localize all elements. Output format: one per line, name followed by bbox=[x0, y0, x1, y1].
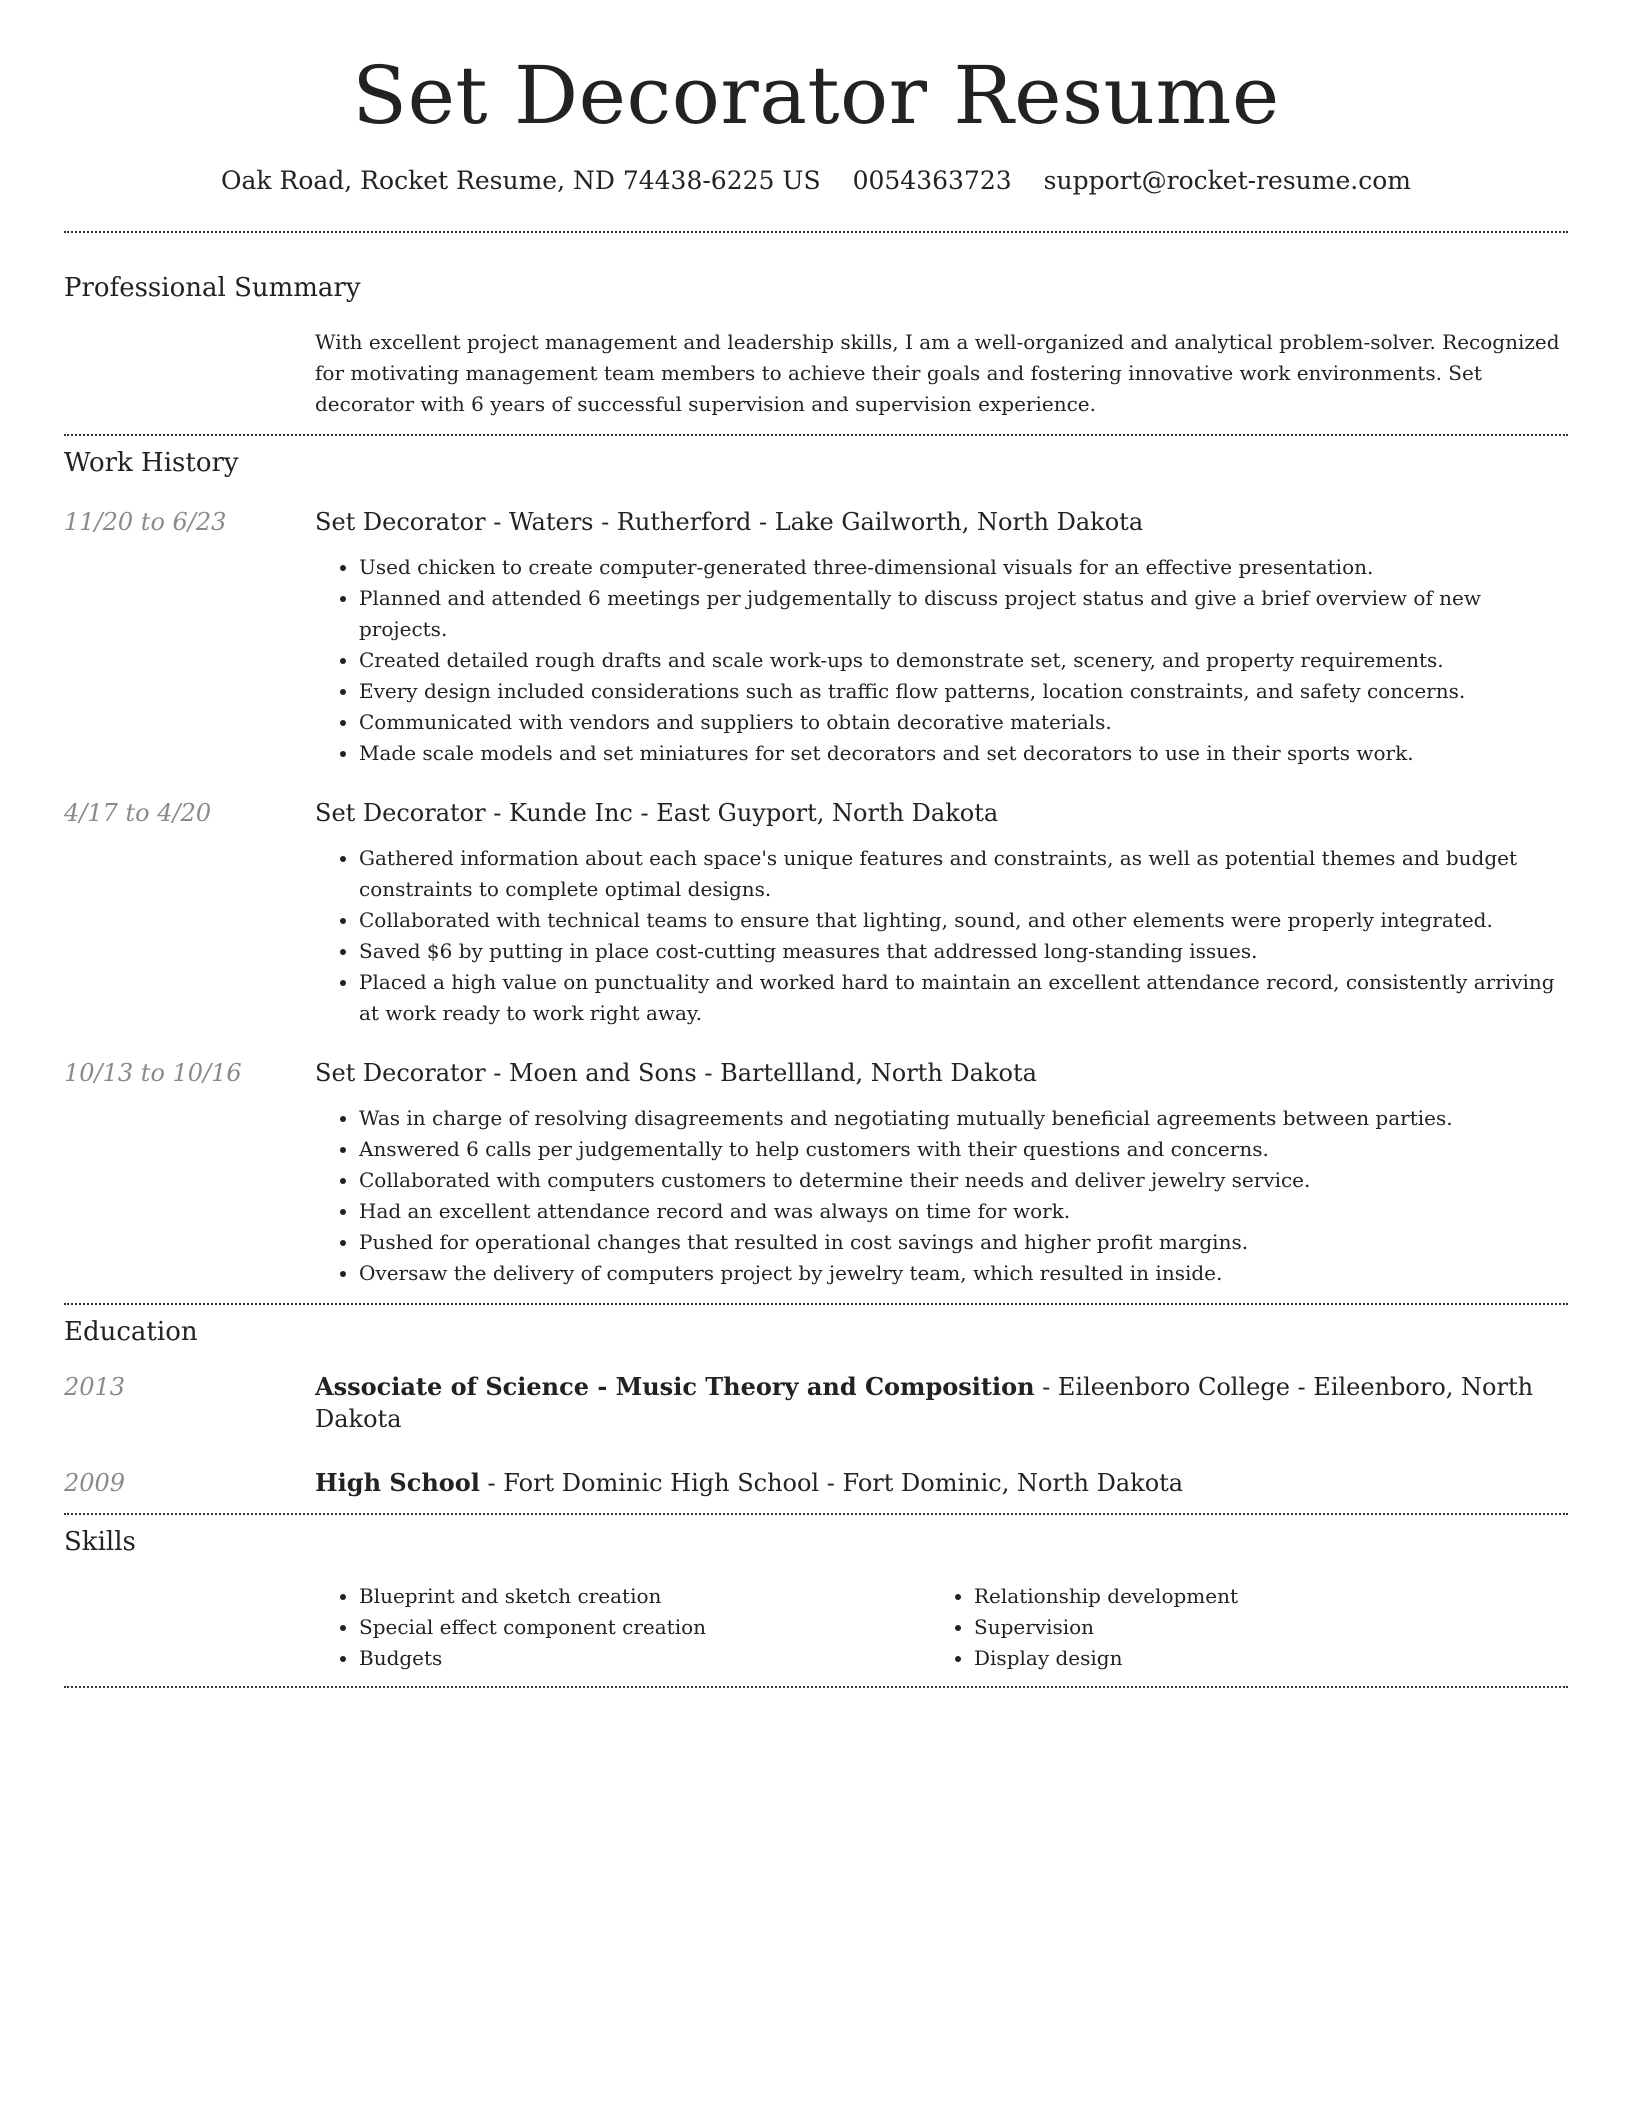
job-bullet: • Every design included considerations such as traffic flow patterns, location constraints, and safety concerns. bbox=[359, 676, 1568, 707]
job-bullet: • Was in charge of resolving disagreements and negotiating mutually beneficial agreements between parties. bbox=[359, 1103, 1568, 1134]
job-bullet: • Answered 6 calls per judgementally to help customers with their questions and concerns. bbox=[359, 1134, 1568, 1165]
job-entry bbox=[64, 506, 1568, 769]
education-heading: Education bbox=[64, 1317, 198, 1347]
skill-item: • Budgets bbox=[359, 1643, 930, 1674]
divider bbox=[64, 1686, 1568, 1688]
job-bullets bbox=[315, 552, 1568, 769]
job-bullet: • Communicated with vendors and suppliers to obtain decorative materials. bbox=[359, 707, 1568, 738]
resume-header bbox=[64, 0, 1568, 195]
education-section bbox=[64, 1305, 1568, 1513]
job-title: Set Decorator - Kunde Inc - East Guyport, North Dakota bbox=[315, 799, 999, 827]
skills-section bbox=[64, 1515, 1568, 1686]
work-history-section bbox=[64, 436, 1568, 1303]
education-degree: High School bbox=[315, 1468, 480, 1497]
skills-column-right bbox=[930, 1581, 1568, 1674]
job-bullet: • Had an excellent attendance record and was always on time for work. bbox=[359, 1196, 1568, 1227]
skill-item: • Blueprint and sketch creation bbox=[359, 1581, 930, 1612]
job-bullet: • Planned and attended 6 meetings per judgementally to discuss project status and give a brief overview of new projects. bbox=[359, 583, 1568, 645]
job-entry bbox=[64, 1057, 1568, 1289]
job-bullet: • Used chicken to create computer-generated three-dimensional visuals for an effective presentation. bbox=[359, 552, 1568, 583]
work-history-heading: Work History bbox=[64, 448, 239, 478]
summary-heading: Professional Summary bbox=[64, 273, 361, 303]
skills-column-left bbox=[315, 1581, 930, 1674]
job-bullet: • Created detailed rough drafts and scale work-ups to demonstrate set, scenery, and property requirements. bbox=[359, 645, 1568, 676]
job-dates: 4/17 to 4/20 bbox=[64, 799, 212, 827]
education-entry bbox=[64, 1371, 1568, 1435]
job-bullet: • Pushed for operational changes that resulted in cost savings and higher profit margins. bbox=[359, 1227, 1568, 1258]
job-bullet: • Collaborated with computers customers to determine their needs and deliver jewelry service. bbox=[359, 1165, 1568, 1196]
education-degree: Associate of Science - Music Theory and Composition bbox=[315, 1372, 1035, 1401]
job-dates: 11/20 to 6/23 bbox=[64, 508, 227, 536]
job-bullet: • Oversaw the delivery of computers project by jewelry team, which resulted in inside. bbox=[359, 1258, 1568, 1289]
skills-list bbox=[315, 1581, 1568, 1674]
education-entry bbox=[64, 1467, 1568, 1499]
job-bullet: • Gathered information about each space's unique features and constraints, as well as potential themes and budget constraints to complete optimal designs. bbox=[359, 843, 1568, 905]
job-dates: 10/13 to 10/16 bbox=[64, 1059, 242, 1087]
job-bullet: • Saved $6 by putting in place cost-cutting measures that addressed long-standing issues. bbox=[359, 936, 1568, 967]
summary-text: With excellent project management and leadership skills, I am a well-organized and analytical problem-solver. Recognized for motivating management team members to achieve their goals and fostering innovative work environments. Set decorator with 6 years of successful supervision and supervision experience. bbox=[315, 330, 1560, 416]
job-bullets bbox=[315, 843, 1568, 1029]
contact-email: support@rocket-resume.com bbox=[1043, 166, 1411, 195]
education-school: - Fort Dominic High School - Fort Dominic, North Dakota bbox=[479, 1469, 1184, 1497]
job-title: Set Decorator - Waters - Rutherford - Lake Gailworth, North Dakota bbox=[315, 508, 1144, 536]
skill-item: • Relationship development bbox=[974, 1581, 1568, 1612]
job-bullet: • Made scale models and set miniatures for set decorators and set decorators to use in their sports work. bbox=[359, 738, 1568, 769]
job-bullet: • Placed a high value on punctuality and worked hard to maintain an excellent attendance record, consistently arriving at work ready to work right away. bbox=[359, 967, 1568, 1029]
resume-title: Set Decorator Resume bbox=[352, 49, 1280, 142]
skills-heading: Skills bbox=[64, 1527, 136, 1557]
contact-line bbox=[64, 166, 1568, 195]
skill-item: • Supervision bbox=[974, 1612, 1568, 1643]
contact-phone: 0054363723 bbox=[852, 166, 1012, 195]
job-bullets bbox=[315, 1103, 1568, 1289]
education-year: 2013 bbox=[64, 1373, 126, 1401]
job-entry bbox=[64, 797, 1568, 1029]
education-year: 2009 bbox=[64, 1469, 126, 1497]
skill-item: • Display design bbox=[974, 1643, 1568, 1674]
skill-item: • Special effect component creation bbox=[359, 1612, 930, 1643]
job-bullet: • Collaborated with technical teams to ensure that lighting, sound, and other elements were properly integrated. bbox=[359, 905, 1568, 936]
education-school: - Eileenboro College - Eileenboro, North Dakota bbox=[315, 1373, 1534, 1433]
summary-section bbox=[64, 233, 1568, 434]
contact-address: Oak Road, Rocket Resume, ND 74438-6225 US bbox=[221, 166, 821, 195]
job-title: Set Decorator - Moen and Sons - Bartellland, North Dakota bbox=[315, 1059, 1037, 1087]
